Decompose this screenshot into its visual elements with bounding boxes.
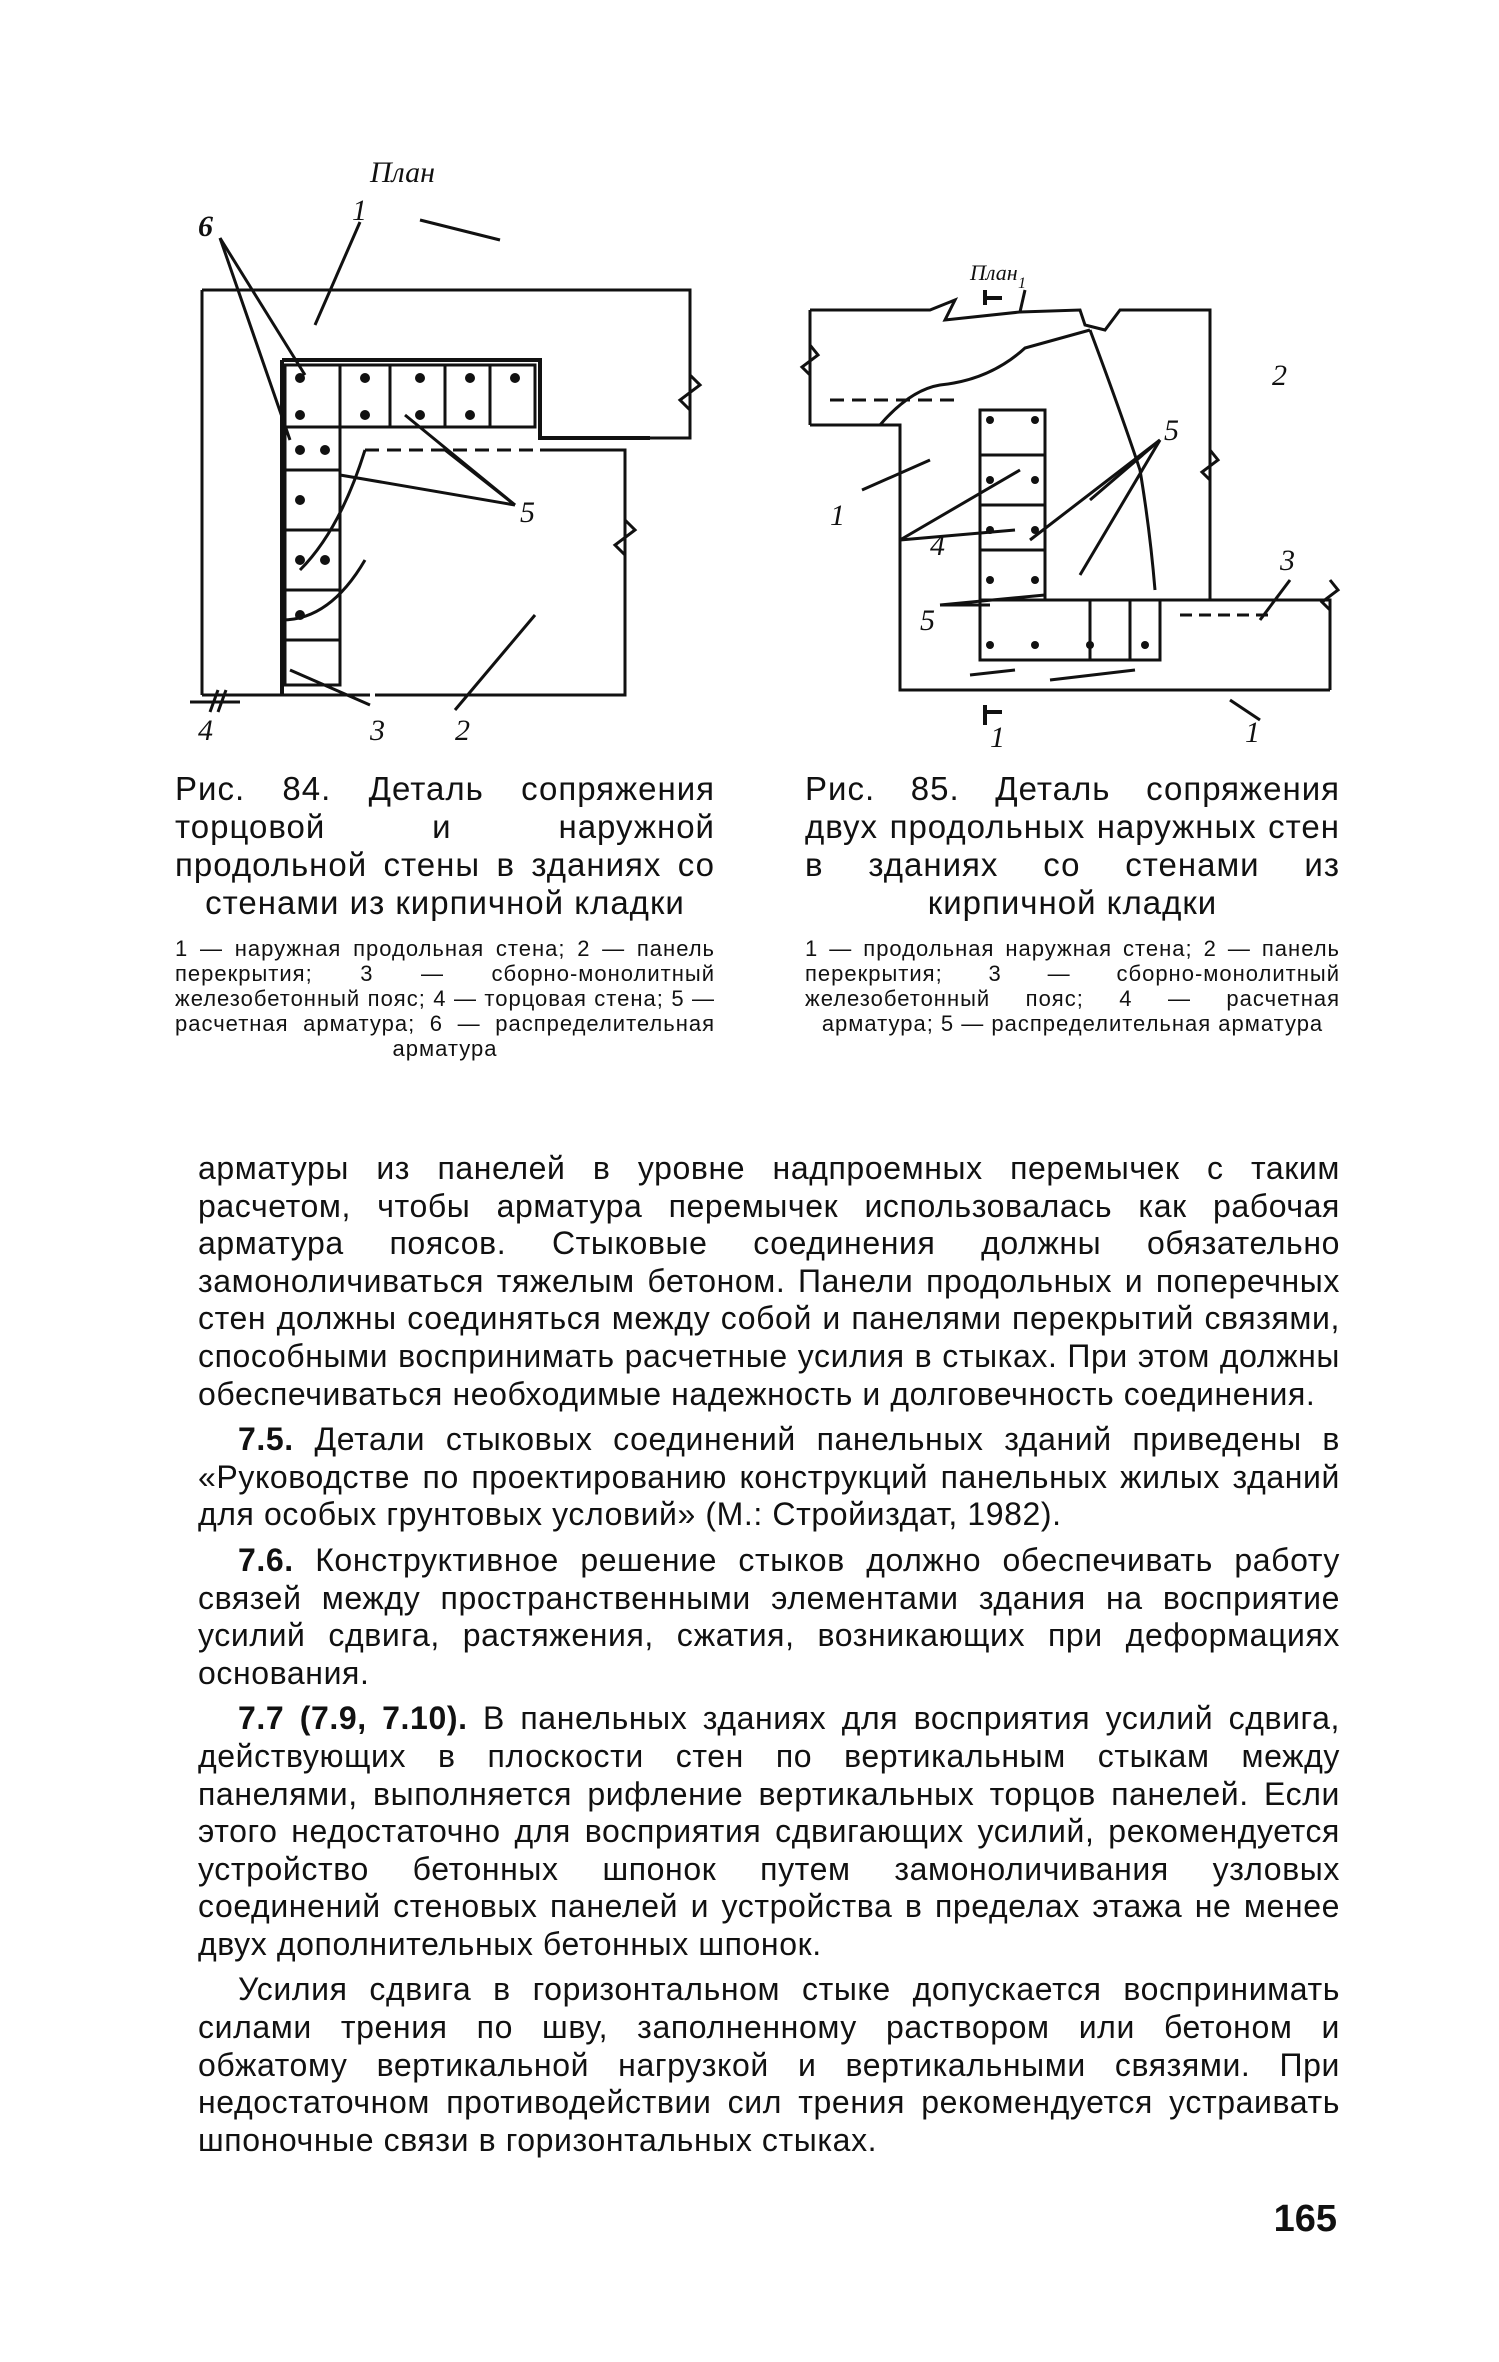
body-text <box>198 1150 1340 2159</box>
clause-number: 7.7 (7.9, 7.10). <box>238 1700 468 1737</box>
paragraph-text: В панельных зданиях для восприятия усилий сдвига, действующих в плоскости стен по вертикальным стыкам между панелями, выполняется рифление вертикальных торцов панелей. Если этого недостаточно для восприятия сдвигающих усилий, рекомендуется устройство бетонных шпонок путем замоноличивания узловых соединений стеновых панелей и устройства в пределах этажа не менее двух дополнительных бетонных шпонок. <box>198 1700 1340 1962</box>
fig85-label-2: 2 <box>1272 359 1287 392</box>
paragraph-shear: Усилия сдвига в горизонтальном стыке допускается воспринимать силами трения по шву, заполненному раствором или бетоном и обжатому вертикальной нагрузкой и вертикальными связями. При недостаточном противодействии сил трения рекомендуется устраивать шпоночные связи в горизонтальных стыках. <box>198 1971 1340 2158</box>
fig85-plan-label: План <box>970 260 1018 285</box>
figure-84-caption-legend: 1 — наружная продольная стена; 2 — панель перекрытия; 3 — сборно-монолитный железобетонный пояс; 4 — торцовая стена; 5 — расчетная арматура; 6 — распределительная арматура <box>175 936 715 1061</box>
fig85-label-3: 3 <box>1280 544 1295 577</box>
fig85-label-5-top: 5 <box>1164 414 1179 447</box>
paragraph-7-5 <box>198 1421 1340 1534</box>
fig85-label-1-right: 1 <box>1245 716 1260 749</box>
fig85-label-1-bottom: 1 <box>990 721 1005 750</box>
fig85-label-5-bottom: 5 <box>920 604 935 637</box>
paragraph-7-7 <box>198 1700 1340 1963</box>
figure-85-caption <box>805 770 1340 1036</box>
fig84-plan-label: План <box>370 156 435 189</box>
fig84-label-4: 4 <box>198 714 213 747</box>
fig84-label-1: 1 <box>352 194 367 227</box>
figure-84-drawing <box>190 150 750 750</box>
clause-number: 7.5. <box>238 1421 294 1458</box>
fig84-label-2: 2 <box>455 714 470 747</box>
figure-85-caption-legend: 1 — продольная наружная стена; 2 — панель перекрытия; 3 — сборно-монолитный железобетонный пояс; 4 — расчетная арматура; 5 — распределительная арматура <box>805 936 1340 1036</box>
paragraph-text: Детали стыковых соединений панельных зданий приведены в «Руководстве по проектированию конструкций панельных жилых зданий для особых грунтовых условий» (М.: Стройиздат, 1982). <box>198 1421 1340 1533</box>
fig84-label-6: 6 <box>198 210 213 243</box>
fig85-label-1-left: 1 <box>830 499 845 532</box>
figure-84-caption-title: Рис. 84. Деталь сопряжения торцовой и наружной продольной стены в зданиях со стенами из кирпичной кладки <box>175 770 715 921</box>
clause-number: 7.6. <box>238 1541 294 1578</box>
fig84-label-3: 3 <box>370 714 385 747</box>
figure-84-caption <box>175 770 715 1061</box>
paragraph-text: Конструктивное решение стыков должно обеспечивать работу связей между пространственными элементами здания на восприятие усилий сдвига, растяжения, сжатия, возникающих при деформациях основания. <box>198 1541 1340 1691</box>
paragraph-7-6 <box>198 1542 1340 1692</box>
page-number: 165 <box>1273 2198 1337 2240</box>
fig84-label-5: 5 <box>520 496 535 529</box>
figure-85-drawing <box>790 250 1350 750</box>
fig85-plan-index: 1 <box>1018 275 1026 292</box>
figure-85-caption-title: Рис. 85. Деталь сопряжения двух продольных наружных стен в зданиях со стенами из кирпичной кладки <box>805 770 1340 921</box>
paragraph-1: арматуры из панелей в уровне надпроемных перемычек с таким расчетом, чтобы арматура перемычек использовалась как рабочая арматура поясов. Стыковые соединения должны обязательно замоноличиваться тяжелым бетоном. Панели продольных и поперечных стен должны соединяться между собой и панелями перекрытий связями, способными воспринимать расчетные усилия в стыках. При этом должны обеспечиваться необходимые надежность и долговечность соединения. <box>198 1150 1340 1412</box>
fig85-label-4: 4 <box>930 529 945 562</box>
